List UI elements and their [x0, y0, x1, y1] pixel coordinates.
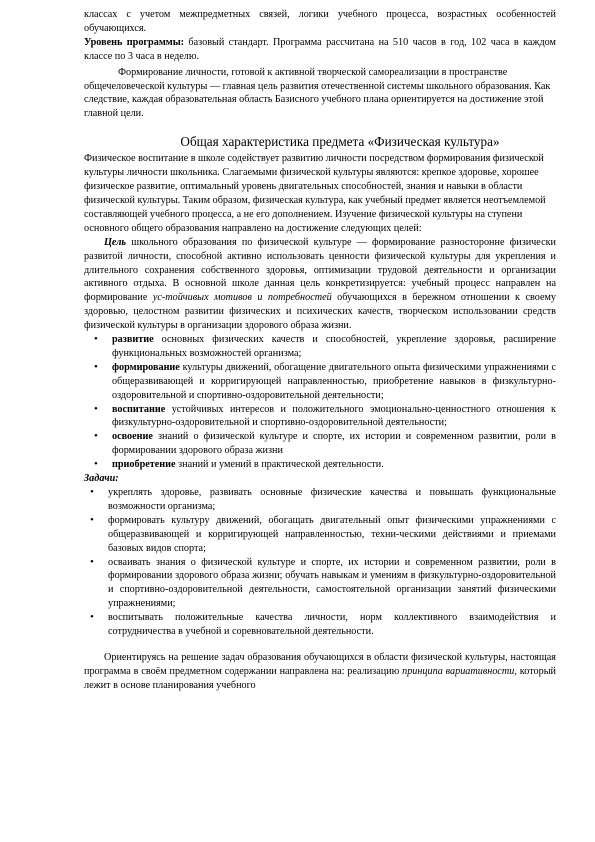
list-item: • приобретение знаний и умений в практической деятельности. — [84, 458, 556, 472]
list-item: • формировать культуру движений, обогащать двигательный опыт физическими упражнениями с общеразвивающей и корригирующей направленностью, техни-ческими действиями и приемами базовых видов спорта; — [84, 514, 556, 556]
goal-paragraph — [84, 236, 556, 333]
program-level-text: базовый стандарт. Программа рассчитана на 510 часов в год, 102 часа в каждом классе по 3 часа в неделю. — [84, 36, 556, 62]
list-item: • освоение знаний о физической культуре и спорте, их истории и современном развитии, роли в формировании здорового образа жизни — [84, 430, 556, 458]
final-paragraph: Ориентируясь на решение задач образования обучающихся в области физической культуры, настоящая программа в своём предметном содержании направлена на: реализацию принципа вариативности, который лежит в основе планирования учебного — [84, 651, 556, 691]
document-page — [84, 8, 556, 693]
program-level-paragraph — [84, 36, 556, 64]
list-item: • воспитывать положительные качества личности, норм коллективного взаимодействия и сотрудничества в учебной и соревновательной деятельности. — [84, 611, 556, 639]
personality-paragraph: Формирование личности, готовой к активной творческой самореализации в пространстве общечеловеческой культуры — главная цель развития отечественной системы школьного образования. Как следствие, каждая образовательная область Базисного учебного плана ориентируется на достижение этой главной цели. — [84, 66, 551, 120]
list-item: • воспитание устойчивых интересов и положительного эмоционально-ценностного отношения к физкультурно-оздоровительной и спортивно-оздоровительной деятельности; — [84, 403, 556, 431]
section-heading: Общая характеристика предмета «Физическая культура» — [180, 134, 500, 150]
goal-label: Цель — [104, 236, 127, 248]
list-item: • осваивать знания о физической культуре и спорте, их истории и современном развитии, роли в формировании здорового образа жизни; обучать навыкам и умениям в физкультурно-оздоровительной и спортивно-оздоровительной деятельности, самостоятельной организации занятий физическими упражнениями; — [84, 556, 556, 612]
goals-list — [84, 333, 556, 472]
goal-italic-text: ус-тойчивых мотивов и потребностей — [152, 292, 332, 304]
spacer — [84, 639, 556, 651]
tasks-list — [84, 486, 556, 639]
list-item: • развитие основных физических качеств и способностей, укрепление здоровья, расширение функциональных возможностей организма; — [84, 333, 556, 361]
physical-education-paragraph: Физическое воспитание в школе содействует развитию личности посредством формирования физической культуры личности школьника. Слагаемыми физической культуры являются: крепкое здоровье, хорошее физическое развитие, оптимальный уровень двигательных способностей, знания и навыки в области физической культуры. Таким образом, физическая культура, как учебный предмет является неотъемлемой составляющей учебного процесса, а не его дополнением. Изучение физической культуры на ступени основного общего образования направлено на достижение следующих целей: — [84, 153, 546, 234]
goal-text-a: школьного образования по физической культуре — формирование разносторонне физически развитой личности, способной активно использовать ценности физической культуры для укрепления и длительного сохранения собственного здоровья, оптимизации трудовой деятельности и организации активного отдыха. В основной школе данная цель конкретизируется: учебный процесс направлен на формирование — [84, 236, 556, 304]
list-item: • формирование культуры движений, обогащение двигательного опыта физическими упражнениями с общеразвивающей и корригирующей направленностью, приобретение навыков в физкультурно-оздоровительной и спортивно-оздоровительной деятельности; — [84, 361, 556, 403]
intro-paragraph: классах с учетом межпредметных связей, логики учебного процесса, возрастных особенностей обучающихся. — [84, 9, 556, 34]
tasks-heading: Задачи: — [84, 473, 119, 485]
program-level-label: Уровень программы: — [84, 36, 185, 48]
final-italic-text: принципа вариативности, — [402, 665, 517, 677]
goal-text-b: обучающихся в бережном отношении к своему здоровью, целостном развитии физических и психических качеств, творческом использовании средств физической культуры в организации здорового образа жизни. — [84, 292, 557, 332]
list-item: • укреплять здоровье, развивать основные физические качества и повышать функциональные возможности организма; — [84, 486, 556, 514]
